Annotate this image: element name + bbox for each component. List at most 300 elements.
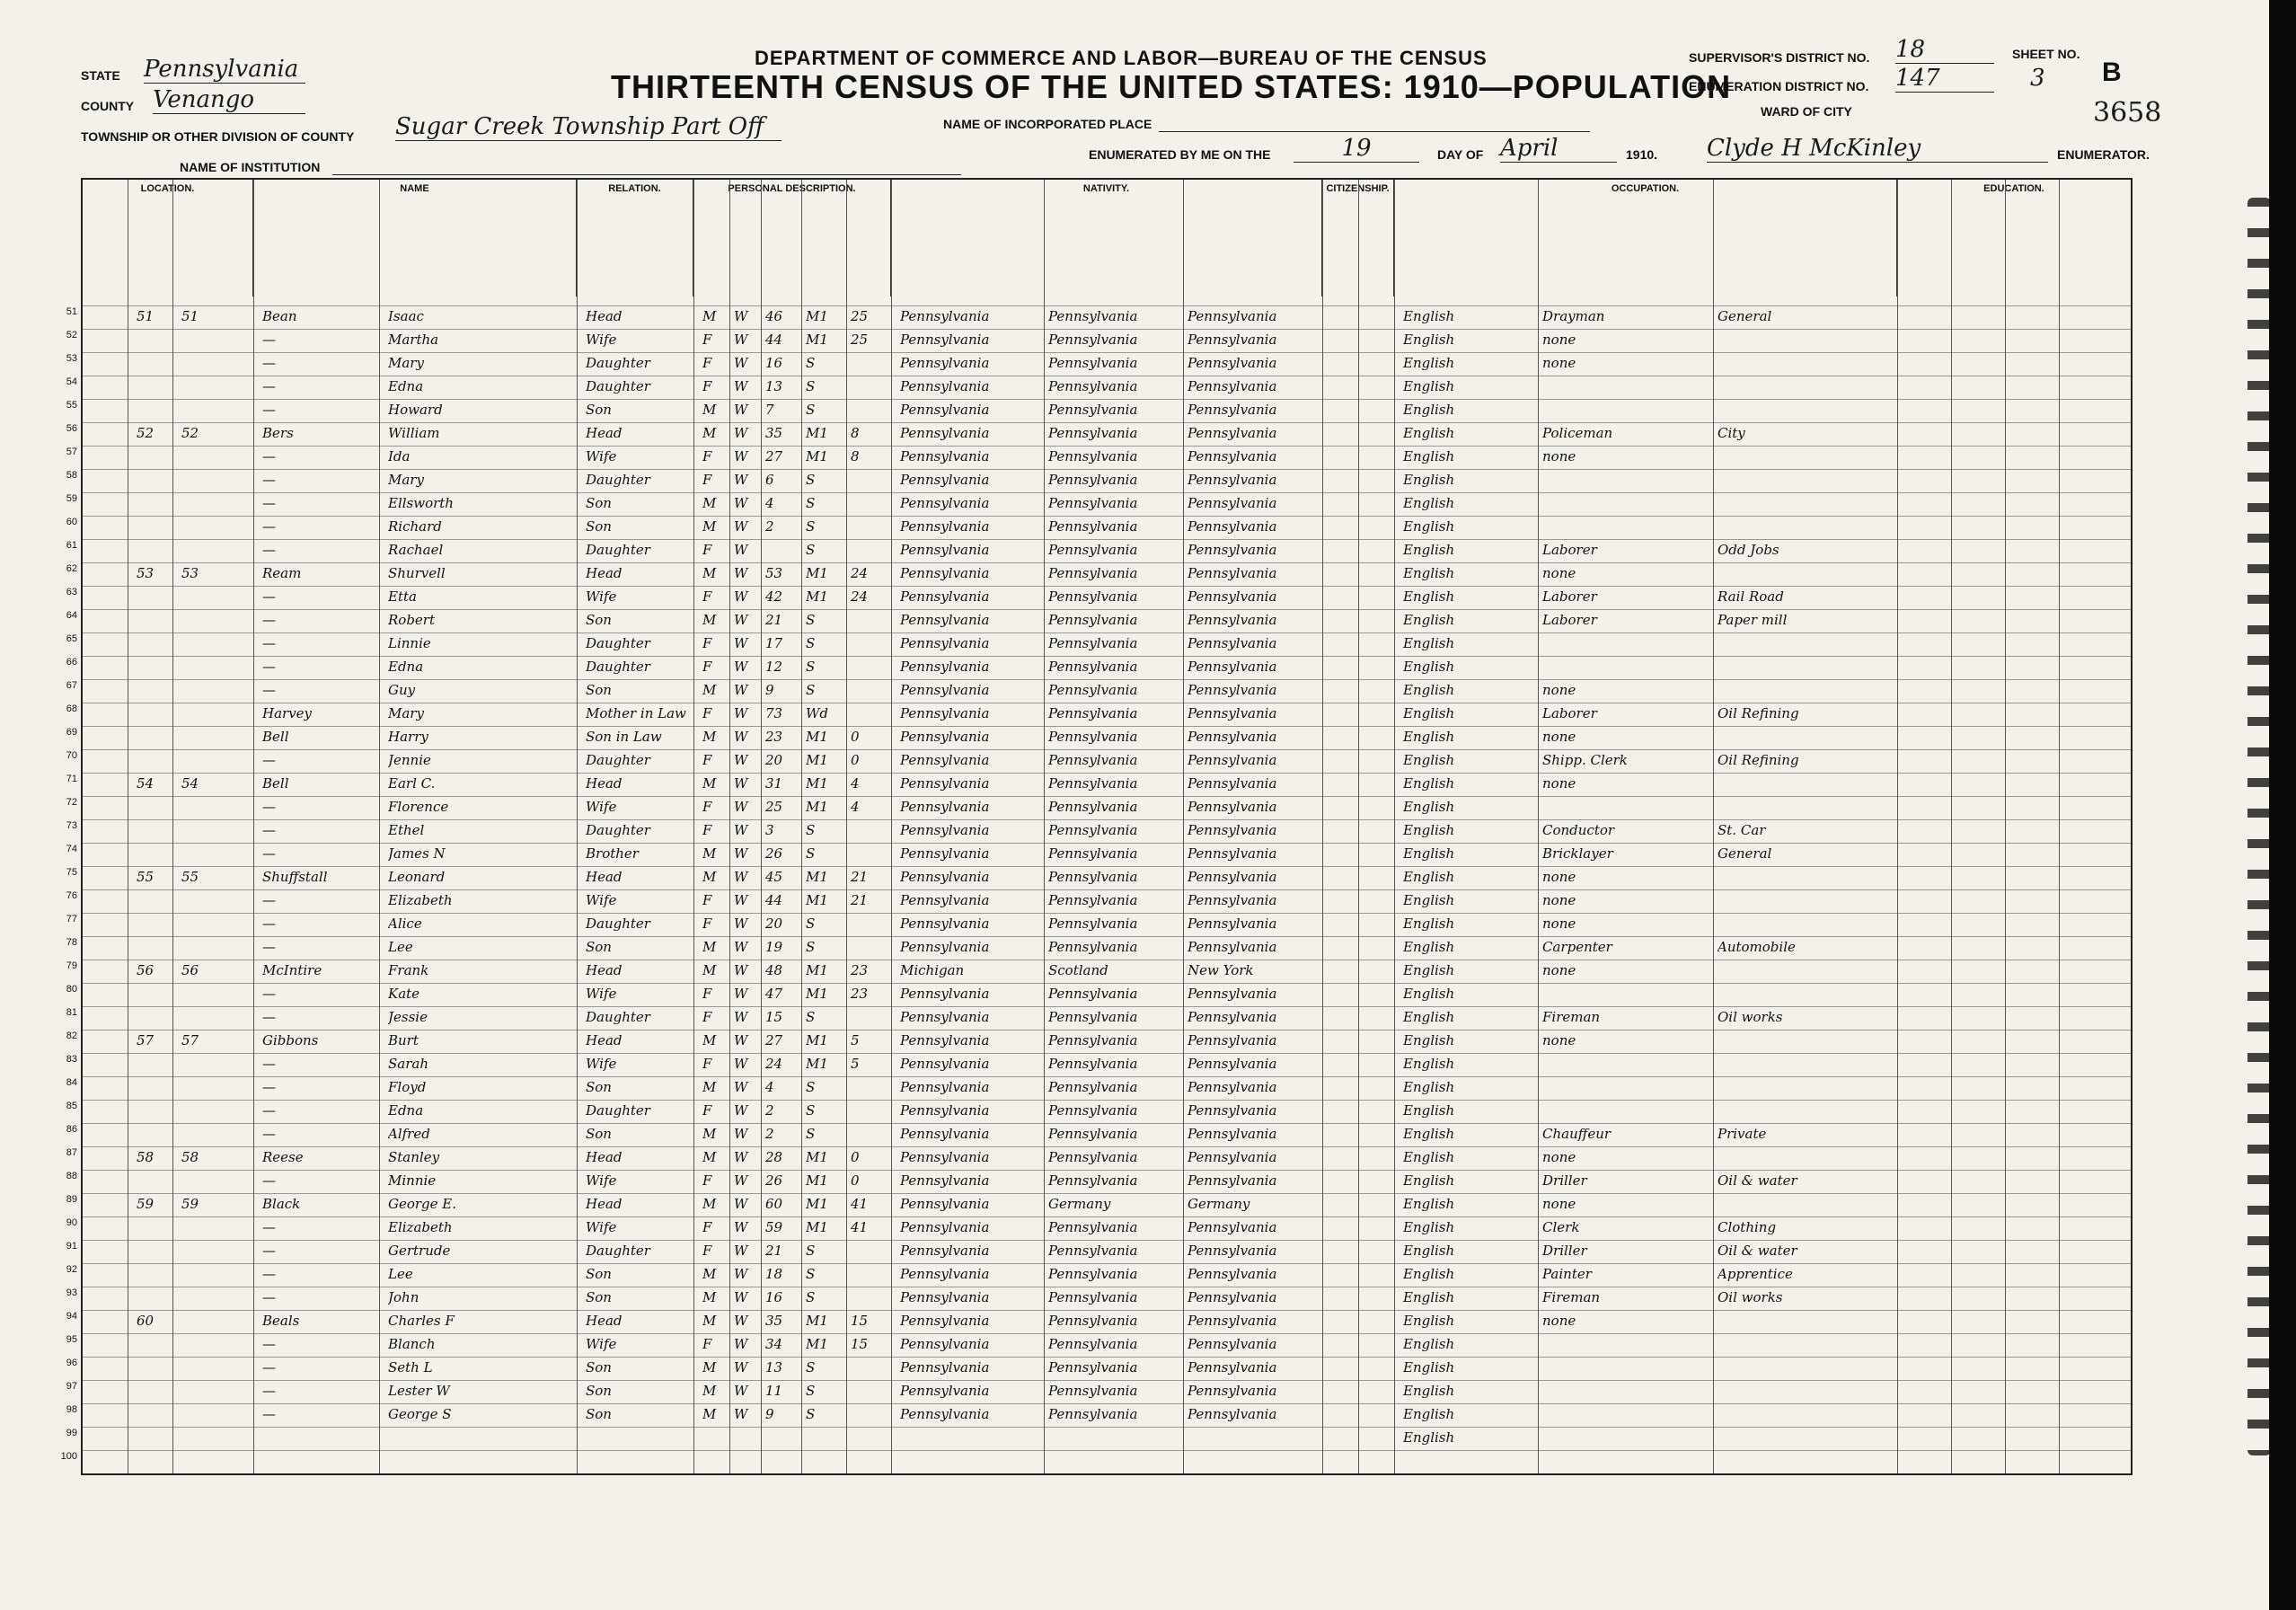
table-row — [66, 889, 2131, 910]
cell-father: Pennsylvania — [1048, 612, 1138, 628]
line-number: 59 — [66, 493, 77, 504]
county-value: Venango — [153, 86, 305, 114]
cell-race: W — [734, 705, 748, 721]
cell-ind — [1718, 563, 1888, 584]
line-number: 65 — [66, 633, 77, 644]
cell-ms: S — [806, 1359, 816, 1376]
cell-mother: Pennsylvania — [1188, 1406, 1277, 1422]
cell-lang: English — [1403, 402, 1455, 418]
cell-trade — [1542, 1101, 1713, 1121]
cell-lang — [1403, 1451, 1538, 1472]
cell-fam: 52 — [181, 425, 199, 441]
cell-sex: F — [702, 332, 712, 348]
cell-dw — [137, 844, 172, 864]
cell-given: Linnie — [388, 635, 431, 651]
cell-age: 21 — [765, 1243, 783, 1259]
cell-yrs: 5 — [851, 1032, 860, 1048]
cell-age: 60 — [765, 1196, 783, 1212]
line-number: 82 — [66, 1031, 77, 1041]
cell-surname: — — [262, 402, 276, 418]
cell-given: Kate — [388, 986, 420, 1002]
cell-given: Isaac — [388, 308, 424, 324]
cell-father: Pennsylvania — [1048, 752, 1138, 768]
cell-race: W — [734, 308, 748, 324]
cell-fam — [181, 937, 217, 958]
cell-rel: Daughter — [586, 1009, 650, 1025]
table-row — [66, 1146, 2131, 1167]
cell-sex: F — [702, 588, 712, 605]
cell-fam — [181, 330, 217, 350]
table-row — [66, 1076, 2131, 1097]
table-row — [66, 329, 2131, 349]
table-row — [66, 562, 2131, 583]
table-row — [66, 492, 2131, 513]
cell-father: Pennsylvania — [1048, 845, 1138, 862]
cell-age: 44 — [765, 332, 783, 348]
cell-ind — [1718, 470, 1888, 491]
cell-race: W — [734, 729, 748, 745]
cell-age: 3 — [765, 822, 774, 838]
cell-yrs: 0 — [851, 1149, 860, 1165]
cell-sex: M — [702, 845, 717, 862]
cell-father: Pennsylvania — [1048, 705, 1138, 721]
cell-surname: — — [262, 916, 276, 932]
line-number: 100 — [60, 1451, 77, 1462]
cell-father: Pennsylvania — [1048, 448, 1138, 464]
table-row — [66, 866, 2131, 887]
cell-trade — [1542, 984, 1713, 1004]
column-divider — [1713, 180, 1714, 1473]
cell-mother: Pennsylvania — [1188, 1313, 1277, 1329]
cell-lang: English — [1403, 775, 1455, 792]
cell-born: Pennsylvania — [900, 612, 990, 628]
cell-age: 13 — [765, 1359, 783, 1376]
cell-ind — [1718, 680, 1888, 701]
line-number: 54 — [66, 376, 77, 387]
cell-age: 9 — [765, 682, 774, 698]
cell-ind — [1718, 774, 1888, 794]
cell-mother: Pennsylvania — [1188, 1126, 1277, 1142]
cell-dw — [137, 493, 172, 514]
cell-yrs: 15 — [851, 1336, 869, 1352]
cell-rel: Wife — [586, 986, 617, 1002]
cell-ms: S — [806, 402, 816, 418]
cell-lang: English — [1403, 659, 1455, 675]
cell-surname: — — [262, 635, 276, 651]
cell-mother: Pennsylvania — [1188, 682, 1277, 698]
cell-father: Pennsylvania — [1048, 729, 1138, 745]
cell-surname: Reese — [262, 1149, 304, 1165]
cell-sex: F — [702, 892, 712, 908]
cell-age: 16 — [765, 355, 783, 371]
table-row — [66, 960, 2131, 980]
year-label: 1910. — [1626, 147, 1658, 162]
cell-dw — [137, 1241, 172, 1261]
column-divider — [1538, 180, 1539, 1473]
cell-mother: Pennsylvania — [1188, 1009, 1277, 1025]
cell-age: 4 — [765, 495, 774, 511]
cell-dw — [137, 1334, 172, 1355]
cell-trade: none — [1542, 892, 1576, 908]
cell-given: Mary — [388, 355, 424, 371]
line-number: 87 — [66, 1147, 77, 1158]
cell-given: Burt — [388, 1032, 419, 1048]
cell-trade: none — [1542, 869, 1576, 885]
cell-trade — [1542, 1404, 1713, 1425]
cell-ind: General — [1718, 845, 1772, 862]
cell-rel — [586, 1451, 693, 1472]
cell-ms: M1 — [806, 729, 828, 745]
table-row — [66, 703, 2131, 723]
cell-rel: Head — [586, 1149, 623, 1165]
cell-fam — [181, 540, 217, 561]
cell-ms: M1 — [806, 1219, 828, 1235]
enumerator-name: Clyde H McKinley — [1707, 135, 2048, 163]
cell-yrs: 15 — [851, 1313, 869, 1329]
cell-fam — [181, 820, 217, 841]
cell-lang: English — [1403, 799, 1455, 815]
cell-race: W — [734, 986, 748, 1002]
cell-ind — [1718, 1358, 1888, 1378]
ward-label: WARD OF CITY — [1761, 104, 1852, 119]
cell-rel: Son — [586, 682, 612, 698]
table-row — [66, 446, 2131, 466]
cell-lang: English — [1403, 565, 1455, 581]
cell-ms: M1 — [806, 565, 828, 581]
cell-father: Pennsylvania — [1048, 565, 1138, 581]
cell-lang: English — [1403, 518, 1455, 535]
cell-fam — [181, 1054, 217, 1075]
cell-dw — [137, 1264, 172, 1285]
cell-born: Pennsylvania — [900, 1079, 990, 1095]
cell-trade — [1542, 470, 1713, 491]
cell-surname: — — [262, 542, 276, 558]
cell-fam: 58 — [181, 1149, 199, 1165]
cell-race: W — [734, 892, 748, 908]
cell-yrs: 21 — [851, 869, 869, 885]
cell-rel: Head — [586, 565, 623, 581]
cell-ind: Automobile — [1718, 939, 1796, 955]
cell-lang: English — [1403, 705, 1455, 721]
table-row — [66, 422, 2131, 443]
cell-ms: M1 — [806, 1313, 828, 1329]
cell-fam — [181, 680, 217, 701]
stamp-number: 3658 — [2093, 97, 2162, 128]
cell-surname: — — [262, 518, 276, 535]
cell-ind: General — [1718, 308, 1772, 324]
cell-fam — [181, 376, 217, 397]
cell-race: W — [734, 565, 748, 581]
cell-given: Lester W — [388, 1383, 450, 1399]
cell-yrs — [851, 1404, 887, 1425]
line-number: 66 — [66, 657, 77, 668]
cell-father: Pennsylvania — [1048, 1219, 1138, 1235]
cell-race: W — [734, 1032, 748, 1048]
cell-race: W — [734, 425, 748, 441]
column-citizenship: CITIZENSHIP. — [1322, 180, 1394, 296]
cell-ind: Oil works — [1718, 1009, 1783, 1025]
cell-born: Pennsylvania — [900, 518, 990, 535]
cell-father: Pennsylvania — [1048, 495, 1138, 511]
cell-ind — [1718, 1031, 1888, 1051]
cell-lang: English — [1403, 1172, 1455, 1189]
cell-mother: Pennsylvania — [1188, 1266, 1277, 1282]
cell-rel: Son in Law — [586, 729, 662, 745]
cell-lang: English — [1403, 588, 1455, 605]
cell-race: W — [734, 752, 748, 768]
cell-race: W — [734, 635, 748, 651]
cell-fam — [181, 914, 217, 934]
cell-ms: S — [806, 378, 816, 394]
cell-ms: S — [806, 1126, 816, 1142]
cell-fam — [181, 1451, 217, 1472]
cell-ind — [1718, 633, 1888, 654]
cell-trade: Policeman — [1542, 425, 1613, 441]
cell-age: 2 — [765, 518, 774, 535]
cell-mother: Pennsylvania — [1188, 705, 1277, 721]
cell-father: Pennsylvania — [1048, 1149, 1138, 1165]
column-divider — [1183, 180, 1184, 1473]
cell-fam — [181, 447, 217, 467]
cell-trade: Fireman — [1542, 1289, 1601, 1305]
day-of-label: DAY OF — [1437, 147, 1484, 162]
cell-given: Richard — [388, 518, 442, 535]
enumerated-label: ENUMERATED BY ME ON THE — [1089, 147, 1271, 162]
cell-yrs — [851, 1428, 887, 1448]
cell-age: 26 — [765, 1172, 783, 1189]
cell-ind: St. Car — [1718, 822, 1766, 838]
cell-born: Pennsylvania — [900, 892, 990, 908]
table-row — [66, 516, 2131, 536]
cell-fam: 53 — [181, 565, 199, 581]
cell-lang: English — [1403, 682, 1455, 698]
cell-rel: Wife — [586, 1172, 617, 1189]
line-number: 78 — [66, 937, 77, 948]
cell-yrs — [851, 703, 887, 724]
cell-trade: none — [1542, 775, 1576, 792]
cell-age: 28 — [765, 1149, 783, 1165]
cell-lang: English — [1403, 542, 1455, 558]
cell-mother: Pennsylvania — [1188, 448, 1277, 464]
cell-race: W — [734, 1313, 748, 1329]
cell-ind — [1718, 1101, 1888, 1121]
cell-ind: Rail Road — [1718, 588, 1784, 605]
cell-born — [900, 1451, 1044, 1472]
cell-father: Pennsylvania — [1048, 869, 1138, 885]
cell-ms: S — [806, 939, 816, 955]
cell-mother: Pennsylvania — [1188, 1032, 1277, 1048]
cell-ind — [1718, 914, 1888, 934]
cell-yrs — [851, 1264, 887, 1285]
cell-sex: M — [702, 1032, 717, 1048]
cell-ms: M1 — [806, 1336, 828, 1352]
cell-born: Michigan — [900, 962, 965, 978]
sheet-letter: B — [2102, 58, 2122, 87]
cell-rel: Son — [586, 1126, 612, 1142]
cell-trade: Clerk — [1542, 1219, 1580, 1235]
cell-fam — [181, 1287, 217, 1308]
table-row — [66, 1123, 2131, 1144]
cell-race: W — [734, 1336, 748, 1352]
line-number: 70 — [66, 750, 77, 761]
table-row — [66, 1030, 2131, 1050]
cell-rel: Daughter — [586, 355, 650, 371]
column-divider — [729, 180, 730, 1473]
cell-ms: S — [806, 472, 816, 488]
cell-rel: Wife — [586, 892, 617, 908]
cell-lang: English — [1403, 1406, 1455, 1422]
cell-born: Pennsylvania — [900, 1289, 990, 1305]
cell-fam: 54 — [181, 775, 199, 792]
cell-race: W — [734, 659, 748, 675]
cell-sex: F — [702, 986, 712, 1002]
cell-race: W — [734, 1266, 748, 1282]
cell-father: Pennsylvania — [1048, 659, 1138, 675]
cell-mother: Pennsylvania — [1188, 565, 1277, 581]
cell-ms: M1 — [806, 1056, 828, 1072]
cell-father: Pennsylvania — [1048, 1289, 1138, 1305]
cell-ind — [1718, 984, 1888, 1004]
cell-yrs: 8 — [851, 425, 860, 441]
cell-sex: F — [702, 1172, 712, 1189]
cell-surname: — — [262, 612, 276, 628]
cell-mother: Pennsylvania — [1188, 1102, 1277, 1119]
cell-rel: Head — [586, 869, 623, 885]
cell-yrs — [851, 1124, 887, 1145]
table-row — [66, 913, 2131, 933]
cell-surname: Bell — [262, 729, 289, 745]
cell-father: Pennsylvania — [1048, 775, 1138, 792]
cell-ms — [806, 1428, 846, 1448]
cell-trade — [1542, 1077, 1713, 1098]
cell-sex: M — [702, 1313, 717, 1329]
cell-born — [900, 1428, 1044, 1448]
cell-trade: none — [1542, 962, 1576, 978]
cell-sex: F — [702, 448, 712, 464]
cell-dw: 55 — [137, 869, 155, 885]
cell-born: Pennsylvania — [900, 1196, 990, 1212]
cell-dw — [137, 400, 172, 420]
cell-ms: M1 — [806, 986, 828, 1002]
cell-lang: English — [1403, 1079, 1455, 1095]
cell-surname: Gibbons — [262, 1032, 319, 1048]
line-number: 88 — [66, 1171, 77, 1181]
cell-father: Pennsylvania — [1048, 518, 1138, 535]
cell-surname: — — [262, 1219, 276, 1235]
cell-ms: M1 — [806, 448, 828, 464]
cell-lang: English — [1403, 1313, 1455, 1329]
cell-race: W — [734, 355, 748, 371]
cell-rel: Wife — [586, 1219, 617, 1235]
cell-age: 6 — [765, 472, 774, 488]
cell-dw: 52 — [137, 425, 155, 441]
cell-ind — [1718, 1334, 1888, 1355]
cell-father: Pennsylvania — [1048, 355, 1138, 371]
cell-rel: Daughter — [586, 822, 650, 838]
cell-ind — [1718, 1077, 1888, 1098]
cell-mother: Pennsylvania — [1188, 1336, 1277, 1352]
cell-race: W — [734, 1009, 748, 1025]
line-number: 90 — [66, 1217, 77, 1228]
table-row — [66, 1310, 2131, 1331]
cell-ind — [1718, 1404, 1888, 1425]
cell-rel: Son — [586, 402, 612, 418]
cell-fam: 56 — [181, 962, 199, 978]
cell-sex: M — [702, 682, 717, 698]
cell-mother: Pennsylvania — [1188, 518, 1277, 535]
cell-lang: English — [1403, 1383, 1455, 1399]
cell-surname: — — [262, 799, 276, 815]
cell-born: Pennsylvania — [900, 845, 990, 862]
cell-mother: Pennsylvania — [1188, 986, 1277, 1002]
cell-yrs — [851, 1287, 887, 1308]
cell-given: Charles F — [388, 1313, 455, 1329]
cell-race: W — [734, 332, 748, 348]
table-row — [66, 539, 2131, 560]
cell-mother: Pennsylvania — [1188, 845, 1277, 862]
table-row — [66, 819, 2131, 840]
incorporated-place-line — [1159, 129, 1590, 132]
cell-fam — [181, 657, 217, 677]
township-value: Sugar Creek Township Part Off — [395, 113, 782, 141]
cell-born: Pennsylvania — [900, 1336, 990, 1352]
cell-lang: English — [1403, 1149, 1455, 1165]
cell-mother: Pennsylvania — [1188, 752, 1277, 768]
cell-age: 31 — [765, 775, 783, 792]
cell-race: W — [734, 916, 748, 932]
cell-lang: English — [1403, 845, 1455, 862]
line-number: 98 — [66, 1404, 77, 1415]
cell-ind — [1718, 447, 1888, 467]
cell-dw: 58 — [137, 1149, 155, 1165]
cell-age: 48 — [765, 962, 783, 978]
cell-age — [765, 1428, 801, 1448]
cell-sex: F — [702, 355, 712, 371]
cell-surname: Ream — [262, 565, 302, 581]
cell-sex: M — [702, 775, 717, 792]
cell-surname: — — [262, 1056, 276, 1072]
cell-surname: — — [262, 752, 276, 768]
cell-ms: S — [806, 1079, 816, 1095]
cell-ind: Oil & water — [1718, 1172, 1797, 1189]
cell-mother — [1188, 1451, 1322, 1472]
cell-rel: Son — [586, 1359, 612, 1376]
cell-rel: Wife — [586, 448, 617, 464]
cell-trade — [1542, 1428, 1713, 1448]
column-divider — [801, 180, 802, 1473]
cell-sex: F — [702, 916, 712, 932]
cell-lang: English — [1403, 355, 1455, 371]
cell-trade: Carpenter — [1542, 939, 1612, 955]
cell-ms: S — [806, 635, 816, 651]
cell-trade: none — [1542, 1196, 1576, 1212]
cell-mother: Pennsylvania — [1188, 612, 1277, 628]
cell-fam — [181, 1101, 217, 1121]
cell-sex: F — [702, 1243, 712, 1259]
cell-sex: M — [702, 495, 717, 511]
cell-mother: New York — [1188, 962, 1254, 978]
cell-born: Pennsylvania — [900, 1056, 990, 1072]
cell-lang: English — [1403, 1009, 1455, 1025]
cell-mother: Pennsylvania — [1188, 355, 1277, 371]
line-number: 77 — [66, 914, 77, 924]
table-row — [66, 632, 2131, 653]
cell-race: W — [734, 822, 748, 838]
cell-father: Pennsylvania — [1048, 1359, 1138, 1376]
enumeration-district-label: ENUMERATION DISTRICT NO. — [1689, 79, 1869, 93]
cell-rel: Wife — [586, 588, 617, 605]
cell-born: Pennsylvania — [900, 869, 990, 885]
